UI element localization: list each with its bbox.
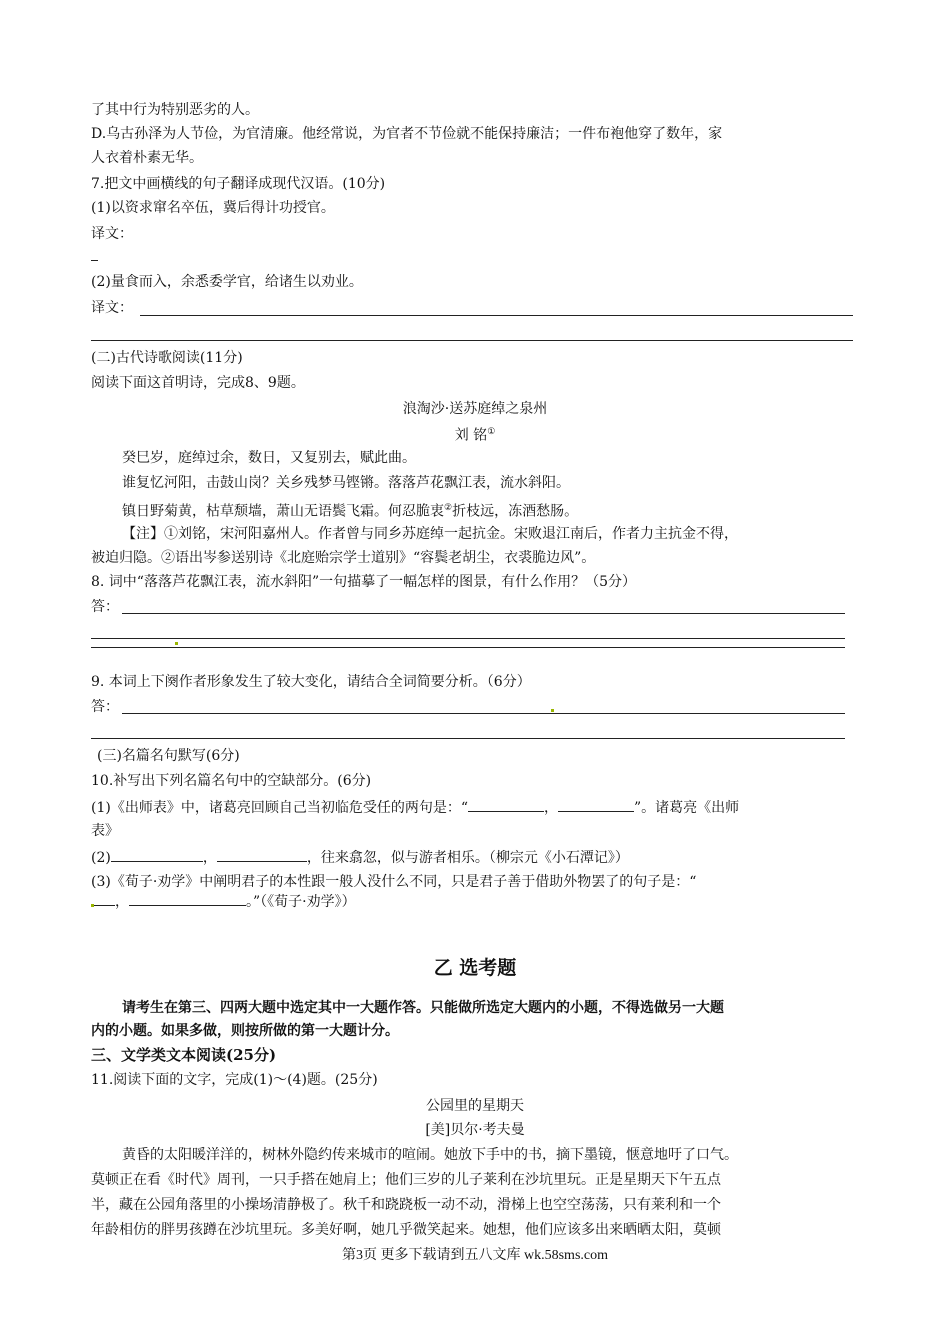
question-7: 7.把文中画横线的句子翻译成现代汉语。(10分): [91, 176, 386, 192]
poem-title: 浪淘沙·送苏庭绰之泉州: [402, 401, 548, 417]
q10-3-source: 。”（《荀子·劝学》）: [246, 894, 356, 910]
answer-line: [91, 738, 845, 739]
question-10-part1-cont: 表》: [91, 823, 119, 839]
answer-label-9: 答：: [91, 699, 119, 715]
poem-preface: 癸巳岁，庭绰过余，数日，又复别去，赋此曲。: [122, 450, 416, 466]
poem-stanza-2: [122, 498, 578, 522]
translation-label-1: 译文：: [91, 226, 133, 242]
poem-author: [0, 422, 950, 446]
section-dictation-heading: (三)名篇名句默写(6分): [97, 748, 240, 764]
question-8: 8. 词中“落落芦花飘江表，流水斜阳”一句描摹了一幅怎样的图景，有什么作用？（5分）: [91, 574, 637, 590]
fill-blank[interactable]: [468, 797, 544, 812]
decorative-dot: [551, 709, 554, 712]
decorative-dot: [175, 642, 178, 645]
question-9: 9. 本词上下阕作者形象发生了较大变化，请结合全词简要分析。（6分）: [91, 674, 531, 690]
question-10-part1: [91, 797, 739, 818]
part-yi-heading: 乙 选考题: [433, 957, 517, 979]
answer-line: [91, 647, 845, 648]
poetry-instructions: 阅读下面这首明诗，完成8、9题。: [91, 375, 305, 391]
elective-instructions-2: 内的小题。如果多做，则按所做的第一大题计分。: [91, 1023, 399, 1039]
poem-stanza-2-b: 折枝远，冻酒愁肠。: [452, 503, 579, 520]
footnote-marker: ①: [487, 427, 496, 437]
question-7-part2: (2)量食而入，余悉委学官，给诸生以劝业。: [91, 274, 363, 290]
poem-note-1: 【注】①刘铭，宋河阳嘉州人。作者曾与同乡苏庭绰一起抗金。宋败退江南后，作者力主抗金不得，: [122, 526, 738, 542]
fill-blank[interactable]: [558, 797, 634, 812]
fill-blank[interactable]: [129, 891, 246, 906]
question-7-part1: (1)以资求窜名卒伍，冀后得计功授官。: [91, 200, 335, 216]
poem-stanza-1: 谁复忆河阳，击鼓山岗？关乡残梦马铿锵。落落芦花飘江表，流水斜阳。: [122, 475, 570, 491]
fill-blank[interactable]: [111, 847, 203, 862]
page-footer: 第3页 更多下载请到五八文库 wk.58sms.com: [342, 1248, 608, 1263]
option-d-line1: D.乌古孙泽为人节俭，为官清廉。他经常说，为官者不节俭就不能保持廉洁；一件布袍他穿了数年，家: [91, 126, 723, 142]
answer-line: [122, 713, 845, 714]
question-10: 10.补写出下列名篇名句中的空缺部分。(6分): [91, 773, 372, 789]
story-paragraph-line: 黄昏的太阳暖洋洋的，树林外隐约传来城市的喧闹。她放下手中的书，摘下墨镜，惬意地吁了口气。: [122, 1147, 738, 1163]
answer-line: [91, 340, 853, 341]
q10-3-comma: ，: [115, 894, 129, 910]
elective-instructions-1: 请考生在第三、四两大题中选定其中一大题作答。只能做所选定大题内的小题，不得选做另一大题: [122, 1000, 724, 1016]
q10-1-text: (1)《出师表》中，诸葛亮回顾自己当初临危受任的两句是：“: [91, 800, 468, 816]
q10-1-comma: ，: [544, 800, 558, 816]
section-poetry-heading: (二)古代诗歌阅读(11分): [91, 350, 243, 366]
poem-author-name: 刘 铭: [454, 427, 488, 444]
decorative-dot: [91, 904, 94, 907]
question-10-part3: (3)《荀子·劝学》中阐明君子的本性跟一般人没什么不同，只是君子善于借助外物罢了的句子是：“: [91, 874, 697, 890]
question-11: 11.阅读下面的文字，完成(1)～(4)题。(25分): [91, 1072, 378, 1088]
story-paragraph-line: 莫顿正在看《时代》周刊，一只手搭在她肩上；他们三岁的儿子莱利在沙坑里玩。正是星期天下午五点: [91, 1172, 721, 1188]
answer-line: [91, 638, 845, 639]
question-10-part3-cont: [91, 891, 356, 912]
option-d-line2: 人衣着朴素无华。: [91, 150, 203, 166]
fill-blank[interactable]: [91, 891, 115, 906]
story-title: 公园里的星期天: [426, 1098, 524, 1114]
poem-note-2: 被迫归隐。②语出岑参送别诗《北庭贻宗学士道别》“容鬓老胡尘，衣裘脆边风”。: [91, 550, 596, 566]
q10-2-num: (2): [91, 850, 111, 866]
answer-line: [140, 315, 853, 316]
section-literature-heading: 三、文学类文本阅读(25分): [91, 1046, 277, 1064]
text-line: 了其中行为特别恶劣的人。: [91, 102, 259, 118]
q10-2-comma: ，: [202, 850, 217, 866]
poem-stanza-2-a: 镇日野菊黄，枯草颓墙，萧山无语鬓飞霜。何忍脆衷: [122, 503, 444, 520]
answer-label-8: 答：: [91, 599, 119, 615]
question-10-part2: [91, 847, 629, 868]
q10-1-source: ”。诸葛亮《出师: [634, 800, 740, 816]
q10-2-text: ，往来翕忽，似与游者相乐。（柳宗元《小石潭记》）: [306, 850, 629, 866]
fill-blank[interactable]: [217, 847, 307, 862]
footnote-marker: ②: [444, 503, 453, 513]
story-paragraph-line: 半，藏在公园角落里的小操场清静极了。秋千和跷跷板一动不动，滑梯上也空空荡荡，只有莱利和一个: [91, 1197, 721, 1213]
answer-line: [122, 613, 845, 614]
story-author: [美]贝尔·考夫曼: [425, 1122, 525, 1138]
story-paragraph-line: 年龄相仿的胖男孩蹲在沙坑里玩。多美好啊，她几乎微笑起来。她想，他们应该多出来晒晒太阳，莫顿: [91, 1222, 721, 1238]
answer-line: [91, 260, 98, 261]
translation-label-2: 译文：: [91, 300, 133, 316]
